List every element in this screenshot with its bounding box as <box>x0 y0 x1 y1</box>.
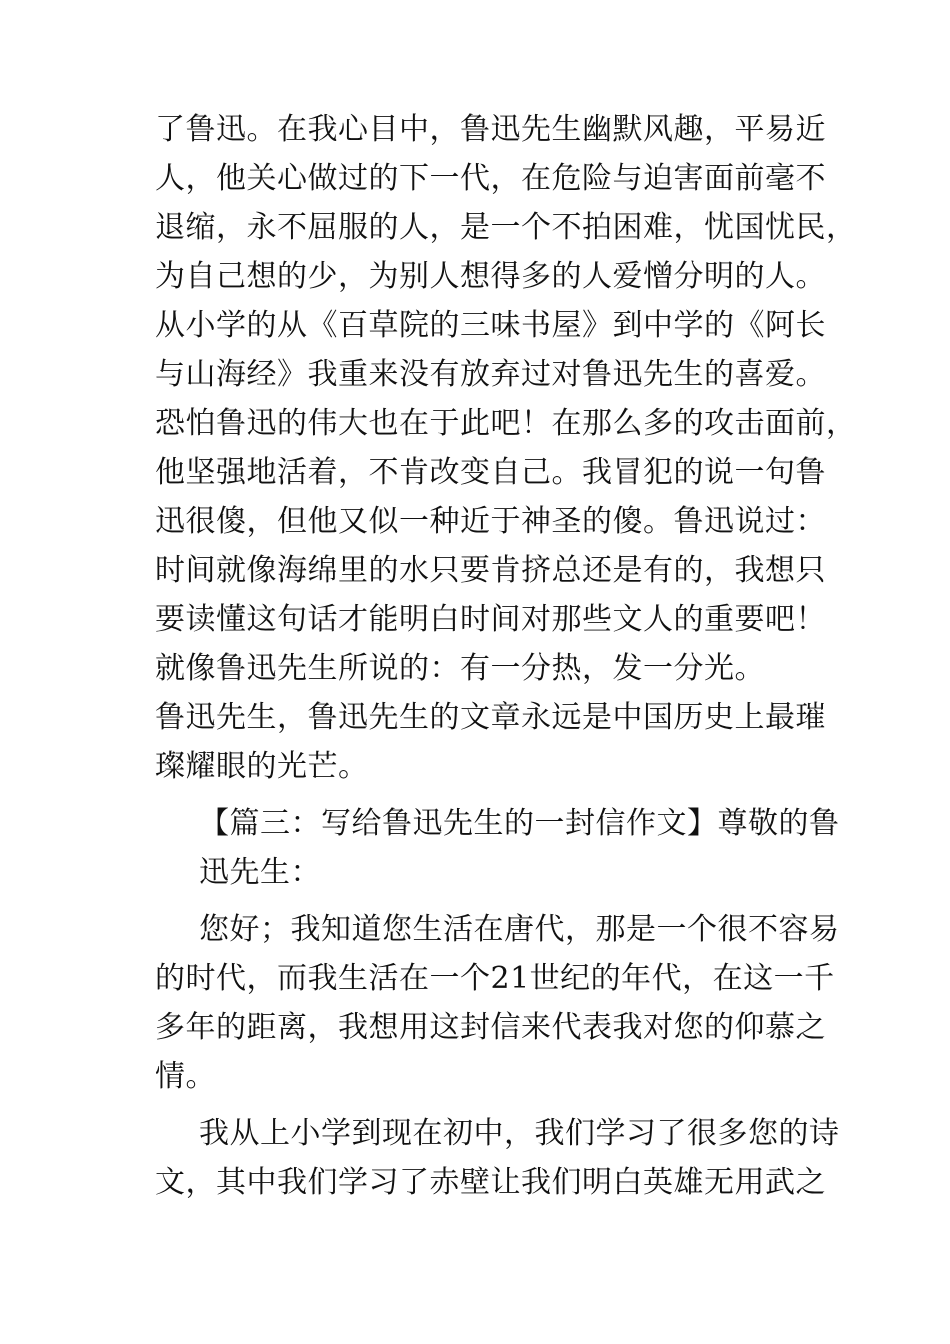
text-line: 情。 <box>155 1059 216 1094</box>
section-heading: 【篇三：写给鲁迅先生的一封信作文】尊敬的鲁 <box>199 806 840 841</box>
text-line: 恐怕鲁迅的伟大也在于此吧！在那么多的攻击面前， <box>155 406 857 441</box>
text-line: 退缩，永不屈服的人，是一个不拍困难，忧国忧民， <box>155 210 857 245</box>
text-line: 的时代，而我生活在一个21世纪的年代，在这一千 <box>155 961 835 996</box>
text-line: 多年的距离，我想用这封信来代表我对您的仰慕之 <box>155 1010 826 1045</box>
text-line: 他坚强地活着，不肯改变自己。我冒犯的说一句鲁 <box>155 455 826 490</box>
text-line: 从小学的从《百草院的三味书屋》到中学的《阿长 <box>155 308 826 343</box>
text-line: 鲁迅先生，鲁迅先生的文章永远是中国历史上最璀 <box>155 700 826 735</box>
text-line: 迅很傻，但他又似一种近于神圣的傻。鲁迅说过： <box>155 504 826 539</box>
text-line: 璨耀眼的光芒。 <box>155 749 369 784</box>
document-body <box>155 105 857 1207</box>
text-line: 我从上小学到现在初中，我们学习了很多您的诗 <box>199 1116 840 1151</box>
text-line: 要读懂这句话才能明白时间对那些文人的重要吧！ <box>155 602 826 637</box>
text-line: 人，他关心做过的下一代，在危险与迫害面前毫不 <box>155 161 826 196</box>
text-line: 时间就像海绵里的水只要肯挤总还是有的，我想只 <box>155 553 826 588</box>
text-line: 您好；我知道您生活在唐代，那是一个很不容易 <box>199 912 840 947</box>
text-line: 了鲁迅。在我心目中，鲁迅先生幽默风趣，平易近 <box>155 112 826 147</box>
salutation: 迅先生： <box>199 855 321 890</box>
text-line: 文，其中我们学习了赤壁让我们明白英雄无用武之 <box>155 1165 826 1200</box>
text-line: 与山海经》我重来没有放弃过对鲁迅先生的喜爱。 <box>155 357 826 392</box>
text-line: 为自己想的少，为别人想得多的人爱憎分明的人。 <box>155 259 826 294</box>
text-line: 就像鲁迅先生所说的：有一分热，发一分光。 <box>155 651 765 686</box>
